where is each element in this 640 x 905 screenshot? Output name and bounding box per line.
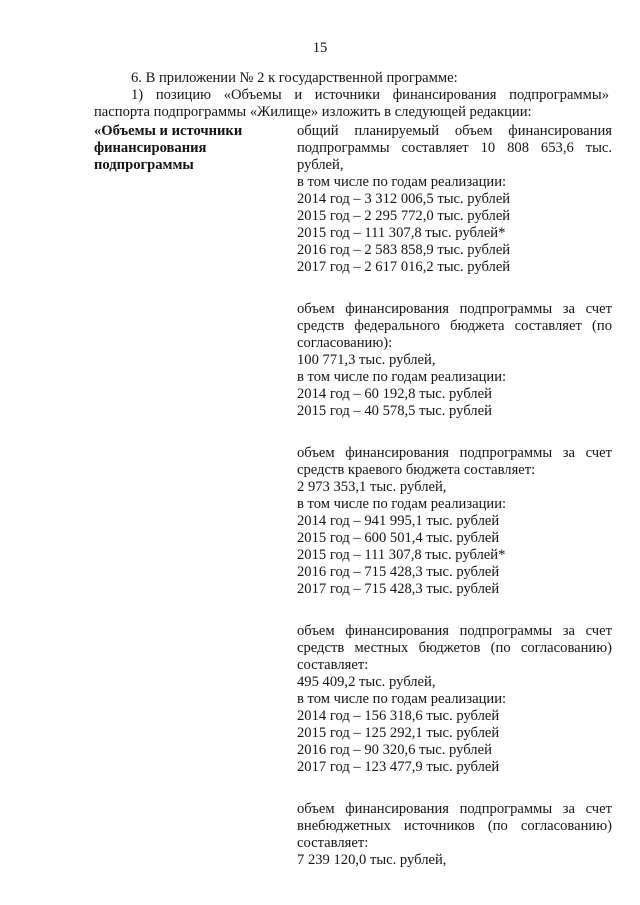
section-text-line: средств местных бюджетов (по согласованию)	[297, 640, 612, 656]
financing-details	[297, 123, 612, 869]
financing-section	[297, 445, 612, 598]
section-gap	[297, 437, 612, 445]
year-amount-line: 2017 год – 2 617 016,2 тыс. рублей	[297, 259, 511, 275]
section-text-line: объем финансирования подпрограммы за счет	[297, 623, 612, 639]
section-text-line: составляет:	[297, 835, 369, 851]
heading-line: подпрограммы	[94, 157, 194, 173]
year-amount-line: 2017 год – 715 428,3 тыс. рублей	[297, 581, 500, 597]
year-amount-line: 2016 год – 715 428,3 тыс. рублей	[297, 564, 500, 580]
financing-section	[297, 801, 612, 869]
section-gap	[297, 598, 612, 615]
section-text-line: 100 771,3 тыс. рублей,	[297, 352, 436, 368]
year-amount-line: 2016 год – 90 320,6 тыс. рублей	[297, 742, 492, 758]
section-gap	[297, 615, 612, 623]
heading-line: «Объемы и источники	[94, 123, 243, 139]
section-gap	[297, 776, 612, 793]
section-text-line: общий планируемый объем финансирования	[297, 123, 612, 139]
section-text-line: объем финансирования подпрограммы за счет	[297, 301, 612, 317]
financing-section	[297, 123, 612, 276]
section-text-line: в том числе по годам реализации:	[297, 369, 507, 385]
year-amount-line: 2015 год – 111 307,8 тыс. рублей*	[297, 547, 506, 563]
position-heading	[94, 123, 284, 174]
section-text-line: рублей,	[297, 157, 344, 173]
year-amount-line: 2015 год – 40 578,5 тыс. рублей	[297, 403, 492, 419]
section-text-line: в том числе по годам реализации:	[297, 691, 507, 707]
year-amount-line: 2014 год – 60 192,8 тыс. рублей	[297, 386, 492, 402]
heading-line: финансирования	[94, 140, 207, 156]
year-amount-line: 2015 год – 600 501,4 тыс. рублей	[297, 530, 500, 546]
section-text-line: подпрограммы составляет 10 808 653,6 тыс.	[297, 140, 612, 156]
section-gap	[297, 293, 612, 301]
year-amount-line: 2014 год – 941 995,1 тыс. рублей	[297, 513, 500, 529]
section-text-line: средств краевого бюджета составляет:	[297, 462, 536, 478]
section-gap	[297, 276, 612, 293]
section-text-line: объем финансирования подпрограммы за счет	[297, 801, 612, 817]
section-text-line: объем финансирования подпрограммы за счет	[297, 445, 612, 461]
intro-line-2: 1) позицию «Объемы и источники финансирования подпрограммы»	[131, 87, 609, 103]
page-number: 15	[312, 40, 328, 56]
section-gap	[297, 793, 612, 801]
year-amount-line: 2015 год – 111 307,8 тыс. рублей*	[297, 225, 506, 241]
section-text-line: 495 409,2 тыс. рублей,	[297, 674, 436, 690]
intro-paragraph	[94, 70, 609, 121]
section-gap	[297, 420, 612, 437]
section-text-line: 2 973 353,1 тыс. рублей,	[297, 479, 447, 495]
section-text-line: составляет:	[297, 657, 369, 673]
section-text-line: 7 239 120,0 тыс. рублей,	[297, 852, 447, 868]
section-text-line: средств федерального бюджета составляет (по	[297, 318, 612, 334]
year-amount-line: 2015 год – 2 295 772,0 тыс. рублей	[297, 208, 511, 224]
financing-section	[297, 623, 612, 776]
section-text-line: в том числе по годам реализации:	[297, 174, 507, 190]
year-amount-line: 2014 год – 156 318,6 тыс. рублей	[297, 708, 500, 724]
section-text-line: внебюджетных источников (по согласованию)	[297, 818, 612, 834]
intro-line-3: паспорта подпрограммы «Жилище» изложить в следующей редакции:	[94, 104, 532, 120]
year-amount-line: 2016 год – 2 583 858,9 тыс. рублей	[297, 242, 511, 258]
year-amount-line: 2014 год – 3 312 006,5 тыс. рублей	[297, 191, 511, 207]
year-amount-line: 2015 год – 125 292,1 тыс. рублей	[297, 725, 500, 741]
financing-section	[297, 301, 612, 420]
section-text-line: в том числе по годам реализации:	[297, 496, 507, 512]
year-amount-line: 2017 год – 123 477,9 тыс. рублей	[297, 759, 500, 775]
section-text-line: согласованию):	[297, 335, 393, 351]
intro-line-1: 6. В приложении № 2 к государственной программе:	[131, 70, 458, 86]
